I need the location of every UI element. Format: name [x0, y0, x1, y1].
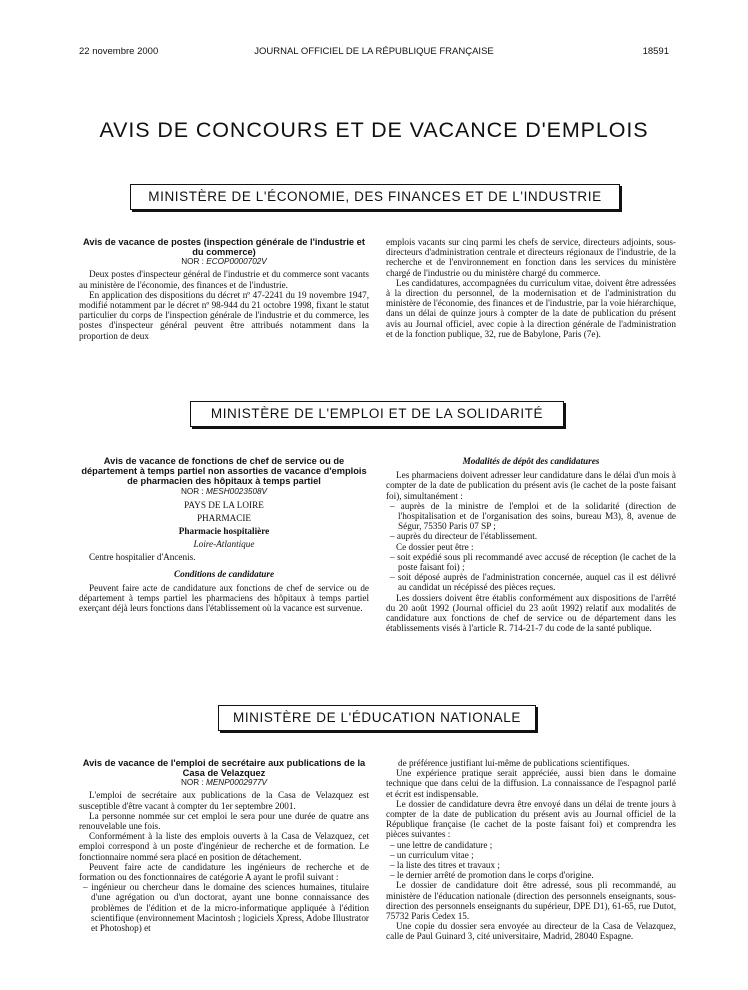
- paragraph: Une expérience pratique serait appréciée, aussi bien dans le domaine technique que dans celui de la diffusion. La connaissance de l'espagnol parlé et écrit est indispensable.: [386, 768, 676, 799]
- list-item: – auprès de la ministre de l'emploi et de la solidarité (direction de l'hospitalisation et de l'organisation des soins, bureau M3), 8, avenue de Ségur, 75350 Paris 07 SP ;: [390, 500, 676, 532]
- notice-heading: Avis de vacance de postes (inspection générale de l'industrie et du commerce): [83, 237, 365, 258]
- ministry-banner-emploi: MINISTÈRE DE L'EMPLOI ET DE LA SOLIDARITÉ: [190, 401, 564, 427]
- section-education-left: [79, 758, 369, 933]
- paragraph: Ce dossier peut être :: [396, 541, 474, 552]
- conditions-heading: Conditions de candidature: [173, 568, 275, 579]
- paragraph: Les pharmaciens doivent adresser leur candidature dans le délai d'un mois à compter de la date de publication du présent avis (le cachet de la poste faisant foi), simultanément :: [386, 470, 676, 501]
- paragraph: L'emploi de secrétaire aux publications de la Casa de Velazquez est susceptible d'être vacant à compter du 1er septembre 2001.: [79, 790, 369, 811]
- list-item: – ingénieur ou chercheur dans le domaine des sciences humaines, titulaire d'une agrégation ou d'un doctorat, ayant une bonne connaissance des problèmes de l'édition et de la micro-informatique appliquée à l'édition scientifique (environnement Macintosh ; logiciels Xpress, Adobe Illustrator et Photoshop) et: [83, 882, 369, 934]
- depot-heading: Modalités de dépôt des candidatures: [462, 456, 600, 466]
- paragraph: Le dossier de candidature doit être adressé, sous pli recommandé, au ministère de l'éducation nationale (direction des personnels enseignants, sous-direction des personnels enseignants du supérieur, DPE D1), 61-65, rue Dutot, 75732 Paris Cedex 15.: [386, 880, 676, 922]
- section-emploi-right: [386, 456, 676, 633]
- section-economie-right: [386, 237, 676, 339]
- list-item: – soit expédié sous pli recommandé avec accusé de réception (le cachet de la poste faisant foi) ;: [390, 551, 676, 573]
- section-education-right: [386, 758, 676, 942]
- running-header: [79, 46, 669, 60]
- hospital: Centre hospitalier d'Ancenis.: [89, 552, 196, 563]
- header-date: 22 novembre 2000: [79, 46, 159, 57]
- paragraph: Conformément à la liste des emplois ouverts à la Casa de Velazquez, cet emploi correspond à un poste d'ingénieur de recherche et de formation. Le fonctionnaire nommé sera placé en position de détachement.: [79, 831, 369, 862]
- list-item: – un curriculum vitae ;: [390, 849, 474, 860]
- region: PAYS DE LA LOIRE: [184, 499, 264, 510]
- paragraph: Les dossiers doivent être établis conformément aux dispositions de l'arrêté du 20 août 1992 (Journal officiel du 23 août 1992) relatif aux modalités de candidature aux fonctions de chef de service ou de département dans les établissements visés à l'article R. 714-21-7 du code de la santé publique.: [386, 592, 676, 634]
- notice-heading: Avis de vacance de fonctions de chef de service ou de département à temps partiel non assorties de vacance d'emplois de pharmacien des hôpitaux à temps partiel: [81, 456, 367, 487]
- header-page-number: 18591: [642, 46, 669, 57]
- header-journal: JOURNAL OFFICIEL DE LA RÉPUBLIQUE FRANÇAISE: [254, 46, 494, 57]
- paragraph: Peuvent faire acte de candidature les ingénieurs de recherche et de formation ou des fonctionnaires de catégorie A ayant le profil suivant :: [79, 861, 369, 883]
- notice-heading: Avis de vacance de l'emploi de secrétaire aux publications de la Casa de Velazquez: [82, 758, 366, 779]
- paragraph: Une copie du dossier sera envoyée au directeur de la Casa de Velazquez, calle de Paul Guinard 3, cité universitaire, Madrid, 28040 Espagne.: [386, 921, 676, 942]
- nor-reference: NOR : ECOP0000702V: [181, 257, 267, 267]
- department: Loire-Atlantique: [193, 539, 255, 550]
- paragraph: de préférence justifiant lui-même de publications scientifiques.: [398, 758, 630, 768]
- paragraph: La personne nommée sur cet emploi le sera pour une durée de quatre ans renouvelable une fois.: [79, 810, 369, 832]
- section-emploi-left: [79, 456, 369, 613]
- paragraph: Les candidatures, accompagnées du curriculum vitae, doivent être adressées à la direction du personnel, de la modernisation et de l'administration du ministère de l'économie, des finances et de l'industrie, par la voie hiérarchique, dans un délai de quinze jours à compter de la date de publication du présent avis au Journal officiel, avec copie à la direction générale de l'administration et de la fonction publique, 32, rue de Babylone, Paris (7e).: [386, 277, 676, 339]
- paragraph: En application des dispositions du décret nº 47-2241 du 19 novembre 1947, modifié notamment par le décret nº 98-944 du 21 octobre 1998, fixant le statut particulier du corps de l'inspection générale de l'industrie et du commerce, les postes d'inspecteur général peuvent être attribués notamment dans la proportion de deux: [79, 289, 369, 341]
- list-item: – le dernier arrêté de promotion dans le corps d'origine.: [390, 870, 594, 881]
- list-item: – soit déposé auprès de l'administration concernée, auquel cas il est délivré au candidat un récépissé des pièces reçues.: [390, 572, 676, 593]
- nor-reference: NOR : MENP0002977V: [180, 778, 268, 788]
- ministry-banner-education: MINISTÈRE DE L'ÉDUCATION NATIONALE: [218, 705, 536, 731]
- nor-reference: NOR : MESH0023508V: [180, 486, 268, 496]
- list-item: – la liste des titres et travaux ;: [390, 860, 500, 871]
- specialty: Pharmacie hospitalière: [178, 526, 270, 537]
- paragraph: Le dossier de candidature devra être envoyé dans un délai de trente jours à compter de la date de publication du présent avis au Journal officiel de la République française (le cachet de la poste faisant foi) et comprendra les pièces suivantes :: [386, 798, 676, 840]
- section-economie-left: [79, 237, 369, 341]
- list-item: – auprès du directeur de l'établissement.: [390, 531, 538, 542]
- list-item: – une lettre de candidature ;: [390, 839, 493, 850]
- paragraph: emplois vacants sur cinq parmi les chefs de service, directeurs adjoints, sous-directeurs d'administration centrale et directeurs régionaux de l'industrie, de la recherche et de l'environnement en fonction dans les services du ministère chargé de l'industrie ou du ministère chargé du commerce.: [386, 237, 676, 278]
- domain: PHARMACIE: [196, 512, 252, 523]
- paragraph: Deux postes d'inspecteur général de l'industrie et du commerce sont vacants au ministère de l'économie, des finances et de l'industrie.: [79, 269, 369, 290]
- page-title: AVIS DE CONCOURS ET DE VACANCE D'EMPLOIS: [99, 118, 649, 142]
- paragraph: Peuvent faire acte de candidature aux fonctions de chef de service ou de département à temps partiel les pharmaciens des hôpitaux à temps partiel exerçant déjà leurs fonctions dans l'établissement où la vacance est survenue.: [79, 582, 369, 614]
- ministry-banner-economie: MINISTÈRE DE L'ÉCONOMIE, DES FINANCES ET DE L'INDUSTRIE: [130, 184, 620, 210]
